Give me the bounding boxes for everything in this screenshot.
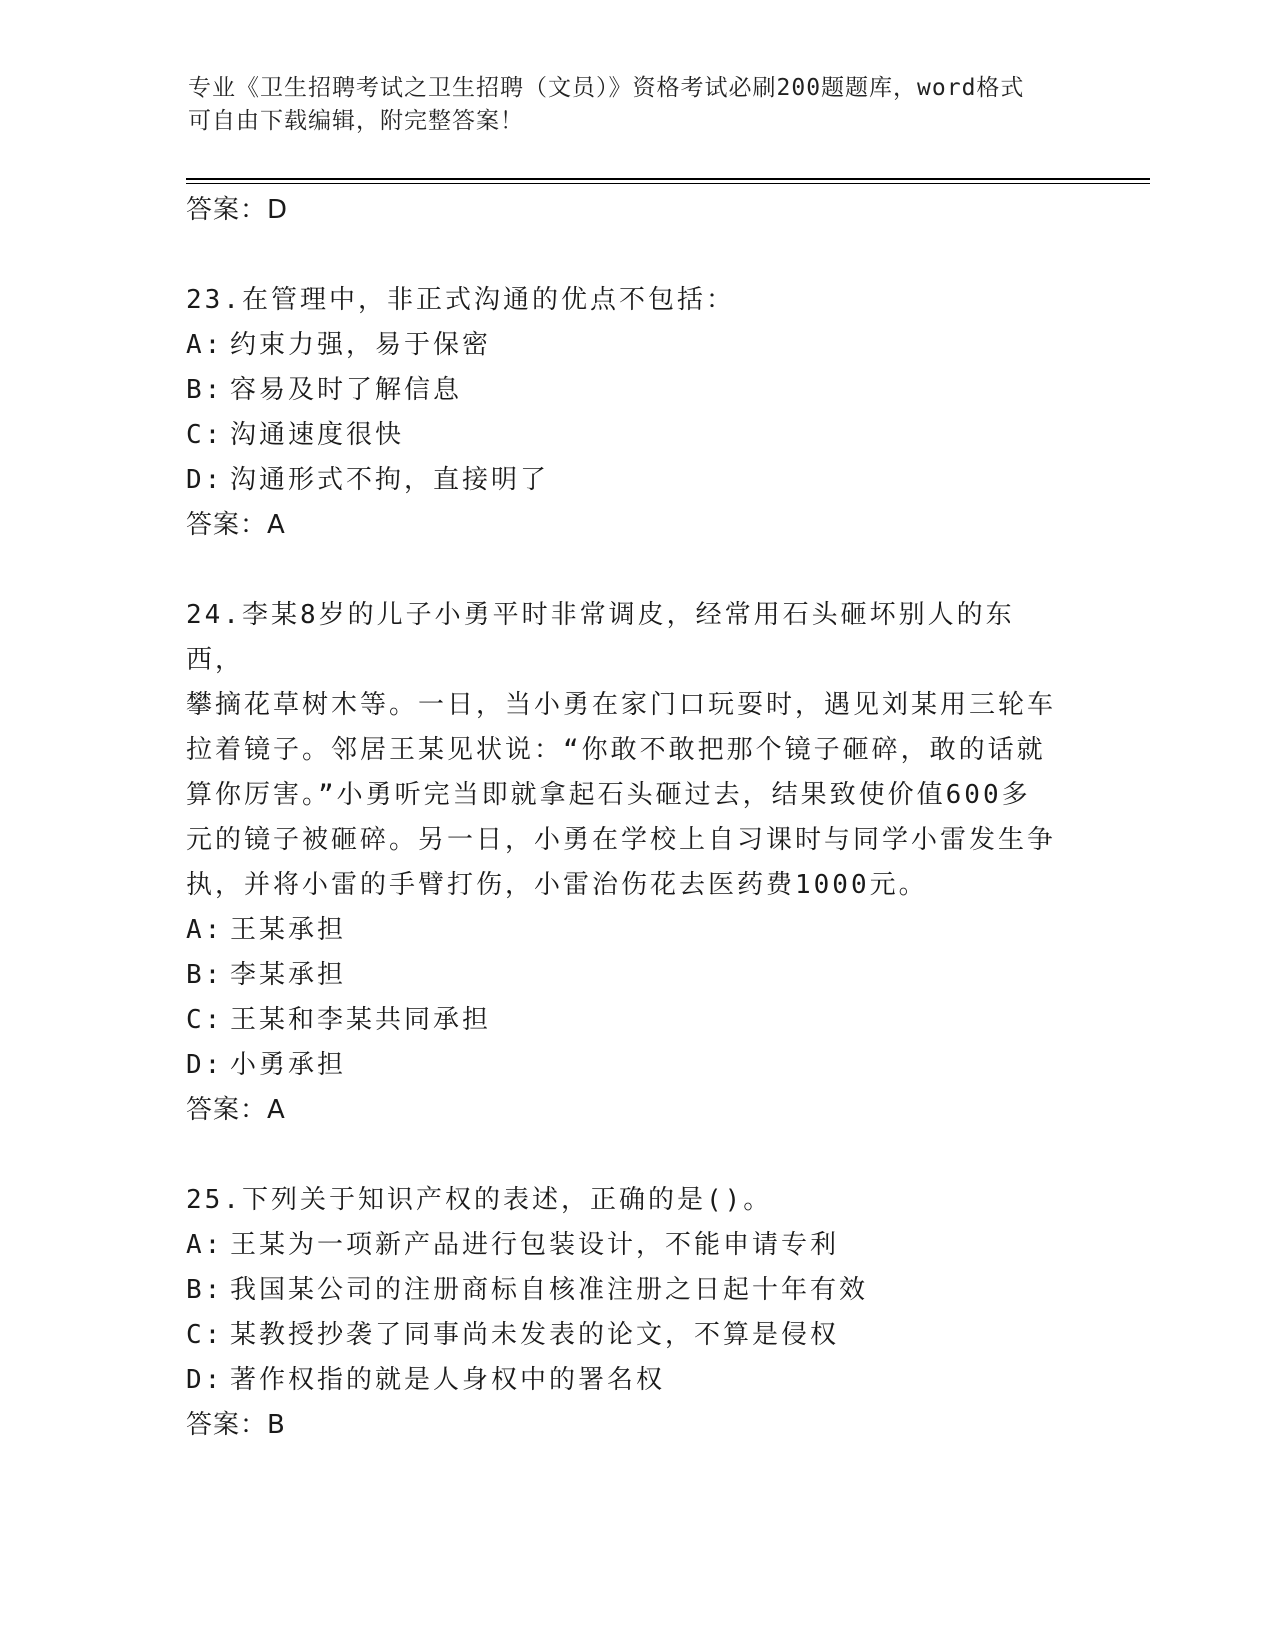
option-text: 沟通速度很快 [230,420,405,450]
option-letter: B: [186,960,224,990]
answer-line [186,188,1066,233]
answer-label: 答案： [186,195,268,225]
option-text: 某教授抄袭了同事尚未发表的论文，不算是侵权 [230,1320,840,1350]
answer-label: 答案： [186,1410,268,1440]
question-number: 23. [186,285,242,315]
option-text: 我国某公司的注册商标自核准注册之日起十年有效 [230,1275,869,1305]
question-23 [186,278,1066,548]
answer-label: 答案： [186,1095,268,1125]
option-letter: A: [186,330,224,360]
option-c [186,998,1066,1043]
option-b [186,368,1066,413]
option-letter: A: [186,1230,224,1260]
option-letter: A: [186,915,224,945]
question-stem-line: 拉着镜子。邻居王某见状说：“你敢不敢把那个镜子砸碎，敢的话就 [186,735,1046,765]
option-letter: C: [186,420,224,450]
question-number: 25. [186,1185,242,1215]
option-text: 容易及时了解信息 [230,375,463,405]
question-number: 24. [186,600,242,630]
answer-value: B [267,1410,286,1440]
option-letter: D: [186,1365,224,1395]
question-25 [186,1178,1066,1448]
option-c [186,413,1066,458]
document-body [186,188,1066,1448]
option-d [186,1358,1066,1403]
option-d [186,458,1066,503]
question-stem-line: 攀摘花草树木等。一日，当小勇在家门口玩耍时，遇见刘某用三轮车 [186,690,1057,720]
header-title-line-2: 可自由下载编辑，附完整答案！ [188,108,524,134]
option-c [186,1313,1066,1358]
answer-line [186,503,1066,548]
answer-value: A [267,1095,286,1125]
question-stem-line: 元的镜子被砸碎。另一日，小勇在学校上自习课时与同学小雷发生争 [186,825,1057,855]
option-letter: D: [186,1050,224,1080]
header-divider-thin [186,183,1150,184]
question-stem-line: 执，并将小雷的手臂打伤，小雷治伤花去医药费1000元。 [186,870,928,900]
option-text: 王某为一项新产品进行包装设计，不能申请专利 [230,1230,840,1260]
question-stem [186,1178,1066,1223]
question-stem [186,278,1066,323]
question-stem-line: 算你厉害。”小勇听完当即就拿起石头砸过去，结果致使价值600多 [186,780,1031,810]
option-text: 王某承担 [230,915,347,945]
question-stem [186,593,1066,683]
option-text: 王某和李某共同承担 [230,1005,492,1035]
question-stem-line: 下列关于知识产权的表述，正确的是()。 [241,1185,773,1215]
header-divider [186,178,1150,180]
header-title-line-1: 专业《卫生招聘考试之卫生招聘（文员）》资格考试必刷200题题库，word格式 [188,75,1025,101]
question-24 [186,593,1066,1133]
answer-line [186,1088,1066,1133]
option-b [186,953,1066,998]
answer-label: 答案： [186,510,268,540]
option-letter: B: [186,1275,224,1305]
option-letter: D: [186,465,224,495]
option-text: 小勇承担 [230,1050,347,1080]
option-text: 沟通形式不拘，直接明了 [230,465,550,495]
option-text: 著作权指的就是人身权中的署名权 [230,1365,666,1395]
question-stem-line: 在管理中，非正式沟通的优点不包括： [241,285,735,315]
option-d [186,1043,1066,1088]
option-text: 李某承担 [230,960,347,990]
option-a [186,1223,1066,1268]
answer-line [186,1403,1066,1448]
option-a [186,908,1066,953]
document-header [188,72,1068,138]
option-text: 约束力强，易于保密 [230,330,492,360]
answer-value: A [267,510,286,540]
option-letter: C: [186,1005,224,1035]
option-a [186,323,1066,368]
question-stem-line: 李某8岁的儿子小勇平时非常调皮，经常用石头砸坏别人的东西， [186,600,1015,675]
option-letter: B: [186,375,224,405]
answer-value: D [267,195,289,225]
option-letter: C: [186,1320,224,1350]
option-b [186,1268,1066,1313]
